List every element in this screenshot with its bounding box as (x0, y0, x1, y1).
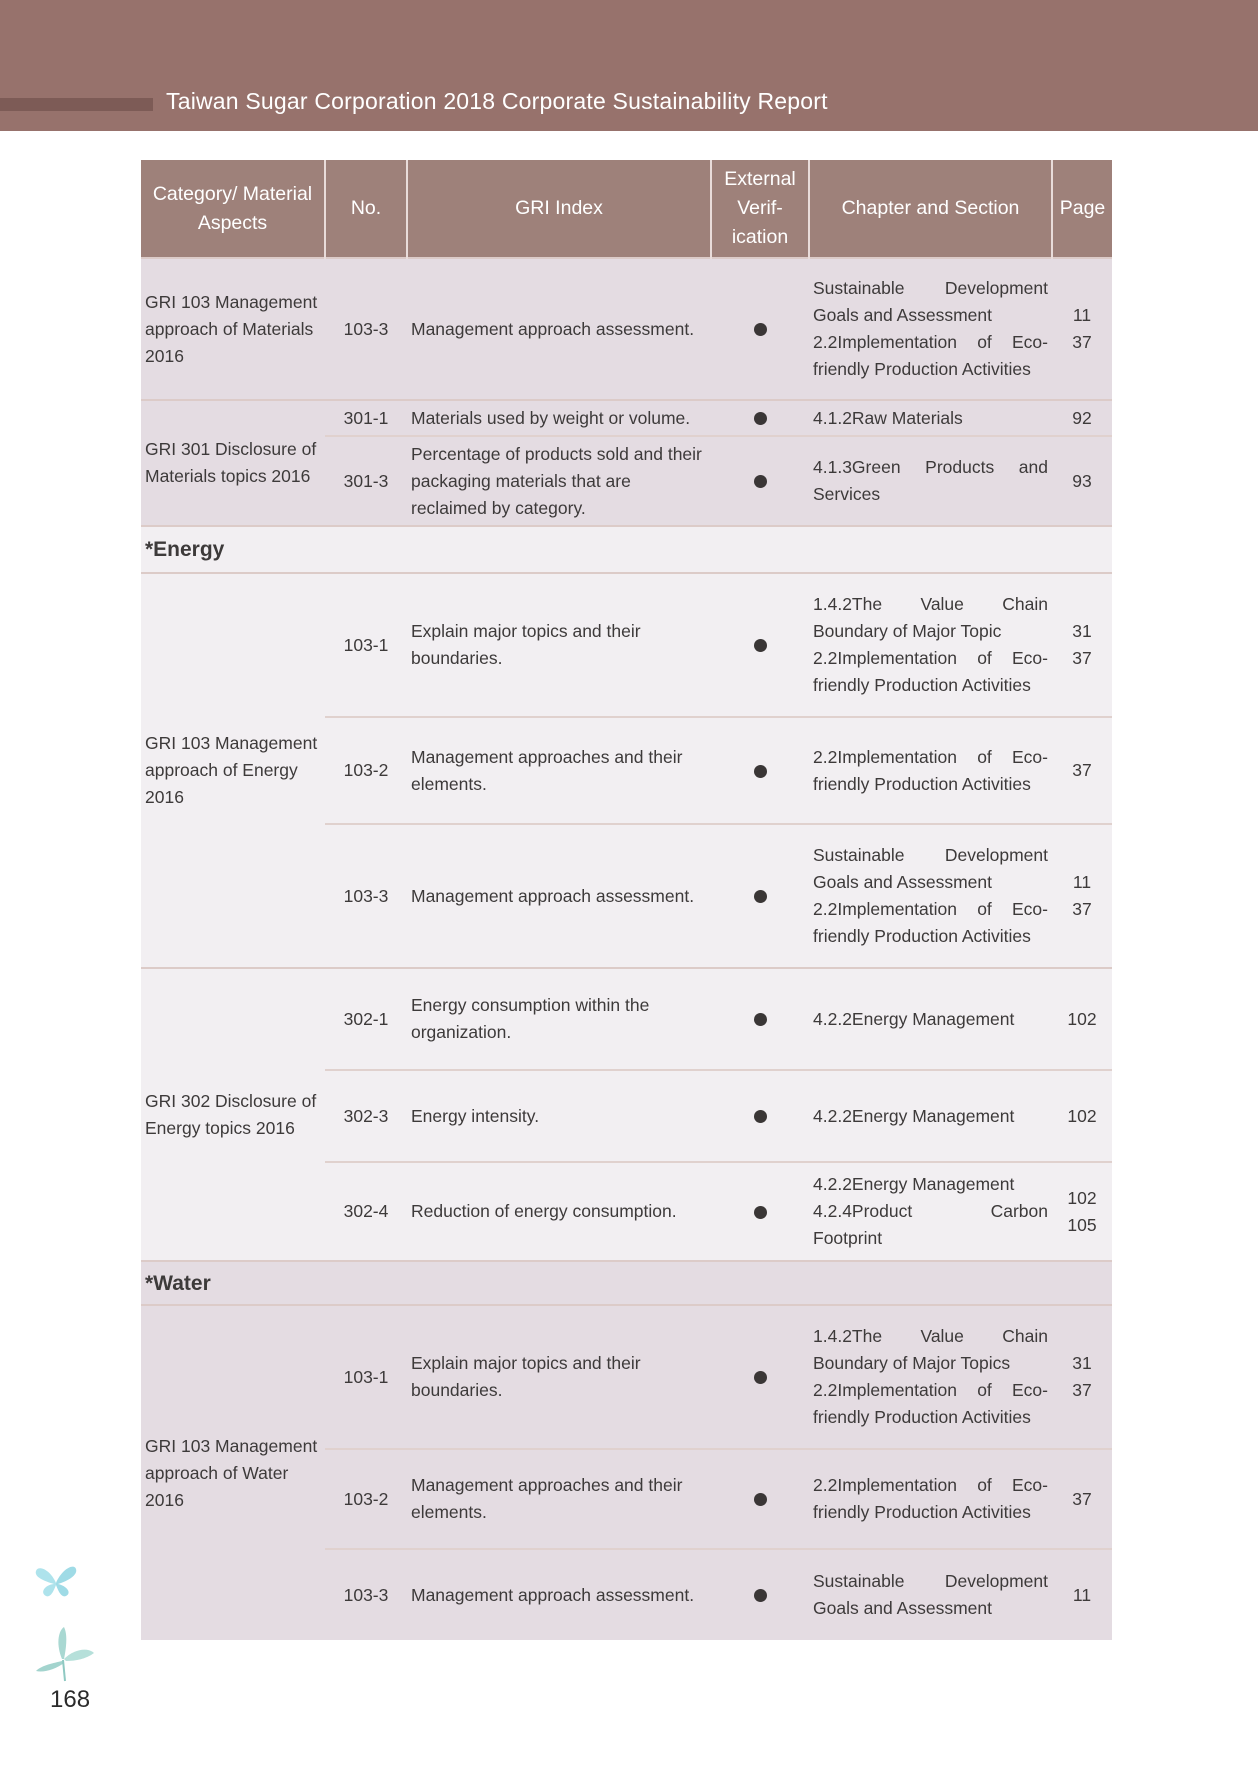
chapter-line: 1.4.2The Value Chain Boundary of Major Topics (813, 1326, 1048, 1373)
category-cell: GRI 302 Disclosure of Energy topics 2016 (141, 968, 325, 1261)
verified-dot-icon (754, 1110, 767, 1123)
verified-dot-icon (754, 639, 767, 652)
gri-index-text: Materials used by weight or volume. (407, 400, 711, 436)
gri-index-text: Management approaches and their elements. (407, 1449, 711, 1549)
table-row (141, 400, 1112, 436)
chapter-cell (809, 1549, 1052, 1640)
verification-cell (711, 1449, 809, 1549)
page-number-value: 105 (1067, 1214, 1097, 1235)
category-cell: GRI 103 Management approach of Materials 2016 (141, 258, 325, 400)
chapter-line: 1.4.2The Value Chain Boundary of Major Topic (813, 594, 1048, 641)
chapter-cell (809, 400, 1052, 436)
header-page: Page (1052, 160, 1112, 258)
page-cell (1052, 824, 1112, 968)
page-number-value: 11 (1072, 1584, 1092, 1605)
gri-index-text: Energy consumption within the organization. (407, 968, 711, 1070)
verification-cell (711, 1070, 809, 1162)
section-title-water: *Water (141, 1261, 1112, 1305)
verification-cell (711, 436, 809, 526)
header-accent-bar (0, 98, 153, 111)
chapter-line: 2.2Implementation of Eco-friendly Production Activities (813, 648, 1048, 695)
gri-index-text: Energy intensity. (407, 1070, 711, 1162)
chapter-cell (809, 968, 1052, 1070)
chapter-line: Sustainable Development Goals and Assessment (813, 845, 1048, 892)
category-cell: GRI 301 Disclosure of Materials topics 2016 (141, 400, 325, 526)
page-number-value: 37 (1072, 332, 1092, 352)
verification-cell (711, 1549, 809, 1640)
verification-cell (711, 573, 809, 717)
chapter-line: Sustainable Development Goals and Assessment (813, 278, 1048, 325)
verified-dot-icon (754, 323, 767, 336)
chapter-cell (809, 436, 1052, 526)
gri-index-table (141, 160, 1112, 1640)
page-number-value: 37 (1072, 1488, 1092, 1509)
verification-cell (711, 1162, 809, 1261)
page-number-value: 93 (1072, 470, 1092, 491)
gri-index-text: Management approach assessment. (407, 1549, 711, 1640)
gri-number: 301-3 (325, 436, 407, 526)
chapter-line: 2.2Implementation of Eco-friendly Production Activities (813, 899, 1048, 946)
gri-index-text: Management approaches and their elements. (407, 717, 711, 824)
page-cell (1052, 258, 1112, 400)
page-cell (1052, 1549, 1112, 1640)
verified-dot-icon (754, 765, 767, 778)
page-number-value: 11 (1072, 305, 1092, 325)
page-number-value: 102 (1067, 1008, 1097, 1029)
page-number-value: 37 (1072, 899, 1092, 919)
verified-dot-icon (754, 1206, 767, 1219)
header-category: Category/ Material Aspects (141, 160, 325, 258)
verified-dot-icon (754, 890, 767, 903)
verified-dot-icon (754, 1013, 767, 1026)
chapter-line: 4.1.3Green Products and Services (813, 457, 1048, 504)
verified-dot-icon (754, 1493, 767, 1506)
verification-cell (711, 258, 809, 400)
gri-number: 103-2 (325, 717, 407, 824)
chapter-line: 4.2.2Energy Management (813, 1174, 1015, 1194)
gri-index-text: Management approach assessment. (407, 258, 711, 400)
verified-dot-icon (754, 412, 767, 425)
verification-cell (711, 717, 809, 824)
chapter-line: 2.2Implementation of Eco-friendly Production Activities (813, 332, 1048, 379)
chapter-cell (809, 1449, 1052, 1549)
chapter-line: 4.1.2Raw Materials (813, 407, 963, 428)
report-title: Taiwan Sugar Corporation 2018 Corporate Sustainability Report (166, 88, 828, 114)
chapter-cell (809, 1070, 1052, 1162)
butterfly-icon (34, 1563, 78, 1599)
chapter-line: 4.2.2Energy Management (813, 1105, 1015, 1126)
header-external-verification: External Verif- ication (711, 160, 809, 258)
gri-number: 302-4 (325, 1162, 407, 1261)
chapter-line: Sustainable Development Goals and Assessment (813, 1571, 1048, 1618)
verification-cell (711, 824, 809, 968)
page-number-value: 11 (1072, 872, 1092, 892)
page-cell (1052, 968, 1112, 1070)
page-number-value: 31 (1072, 1353, 1092, 1373)
chapter-line: 2.2Implementation of Eco-friendly Production Activities (813, 1475, 1048, 1522)
table-row (141, 573, 1112, 717)
chapter-line: 2.2Implementation of Eco-friendly Production Activities (813, 1380, 1048, 1427)
page-number-value: 92 (1072, 407, 1092, 428)
chapter-line: 4.2.2Energy Management (813, 1008, 1015, 1029)
page-number-value: 37 (1072, 760, 1092, 780)
page-number-value: 102 (1067, 1105, 1097, 1126)
chapter-line: 2.2Implementation of Eco-friendly Production Activities (813, 746, 1048, 794)
chapter-line: 4.2.4Product Carbon Footprint (813, 1201, 1048, 1248)
page-cell (1052, 1305, 1112, 1449)
page-cell (1052, 1070, 1112, 1162)
verification-cell (711, 968, 809, 1070)
page-number: 168 (50, 1686, 91, 1713)
gri-number: 103-2 (325, 1449, 407, 1549)
page-cell (1052, 573, 1112, 717)
header-chapter-section: Chapter and Section (809, 160, 1052, 258)
page-cell (1052, 436, 1112, 526)
table-row (141, 968, 1112, 1070)
chapter-cell (809, 258, 1052, 400)
page-number-value: 31 (1072, 621, 1092, 641)
section-row (141, 1261, 1112, 1305)
page-cell (1052, 1162, 1112, 1261)
table-row (141, 1305, 1112, 1449)
header-no: No. (325, 160, 407, 258)
verification-cell (711, 1305, 809, 1449)
verification-cell (711, 400, 809, 436)
chapter-cell (809, 573, 1052, 717)
gri-index-text: Explain major topics and their boundaries. (407, 573, 711, 717)
verified-dot-icon (754, 1589, 767, 1602)
gri-number: 103-1 (325, 1305, 407, 1449)
section-row (141, 526, 1112, 573)
gri-number: 302-1 (325, 968, 407, 1070)
gri-number: 301-1 (325, 400, 407, 436)
table-row (141, 258, 1112, 400)
chapter-cell (809, 1305, 1052, 1449)
gri-number: 103-3 (325, 258, 407, 400)
page-cell (1052, 1449, 1112, 1549)
page-number-value: 37 (1072, 648, 1092, 668)
category-cell: GRI 103 Management approach of Energy 2016 (141, 573, 325, 968)
page-number-value: 102 (1067, 1187, 1097, 1208)
header-gri-index: GRI Index (407, 160, 711, 258)
gri-number: 103-3 (325, 824, 407, 968)
gri-index-text: Explain major topics and their boundaries. (407, 1305, 711, 1449)
category-cell: GRI 103 Management approach of Water 2016 (141, 1305, 325, 1640)
verified-dot-icon (754, 1371, 767, 1384)
chapter-cell (809, 1162, 1052, 1261)
gri-number: 103-1 (325, 573, 407, 717)
gri-number: 302-3 (325, 1070, 407, 1162)
table-header-row (141, 160, 1112, 258)
gri-index-text: Reduction of energy consumption. (407, 1162, 711, 1261)
page-number-value: 37 (1072, 1380, 1092, 1400)
page-cell (1052, 717, 1112, 824)
chapter-cell (809, 824, 1052, 968)
gri-number: 103-3 (325, 1549, 407, 1640)
section-title-energy: *Energy (141, 526, 1112, 573)
page-cell (1052, 400, 1112, 436)
butterfly-icon (34, 1625, 96, 1687)
gri-index-text: Percentage of products sold and their packaging materials that are reclaimed by category. (407, 436, 711, 526)
verified-dot-icon (754, 475, 767, 488)
gri-index-text: Management approach assessment. (407, 824, 711, 968)
chapter-cell (809, 717, 1052, 824)
